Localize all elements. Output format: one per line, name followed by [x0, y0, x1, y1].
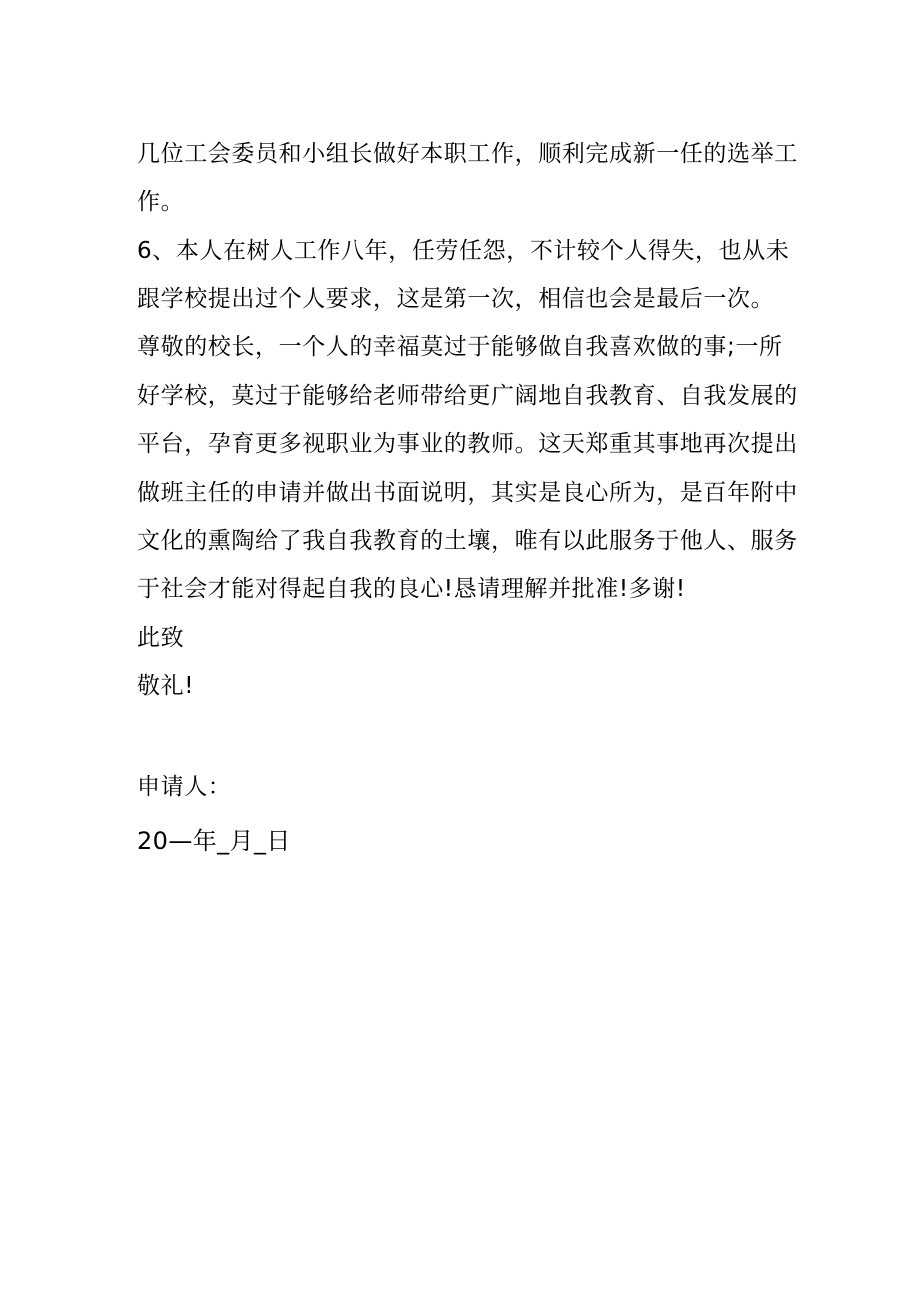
closing-regards: 敬礼!: [137, 673, 195, 699]
body-line: 作。: [137, 189, 185, 215]
body-line: 尊敬的校长，一个人的幸福莫过于能够做自我喜欢做的事;一所: [137, 334, 783, 360]
body-line: 平台，孕育更多视职业为事业的教师。这天郑重其事地再次提出: [137, 431, 798, 457]
body-line: 文化的熏陶给了我自我教育的土壤，唯有以此服务于他人、服务: [137, 528, 798, 554]
applicant-label: 申请人：: [137, 774, 232, 800]
body-line: 6、本人在树人工作八年，任劳任怨，不计较个人得失，也从未: [137, 238, 790, 264]
body-line: 几位工会委员和小组长做好本职工作，顺利完成新一任的选举工: [137, 141, 798, 167]
body-line: 好学校，莫过于能够给老师带给更广阔地自我教育、自我发展的: [137, 383, 798, 409]
body-line: 做班主任的申请并做出书面说明，其实是良心所为，是百年附中: [137, 480, 798, 506]
body-line: 跟学校提出过个人要求，这是第一次，相信也会是最后一次。: [137, 286, 775, 312]
body-line: 于社会才能对得起自我的良心!恳请理解并批准!多谢!: [137, 576, 686, 602]
closing-salutation: 此致: [137, 625, 185, 651]
signature-date: 20—年_月_日: [137, 827, 291, 855]
